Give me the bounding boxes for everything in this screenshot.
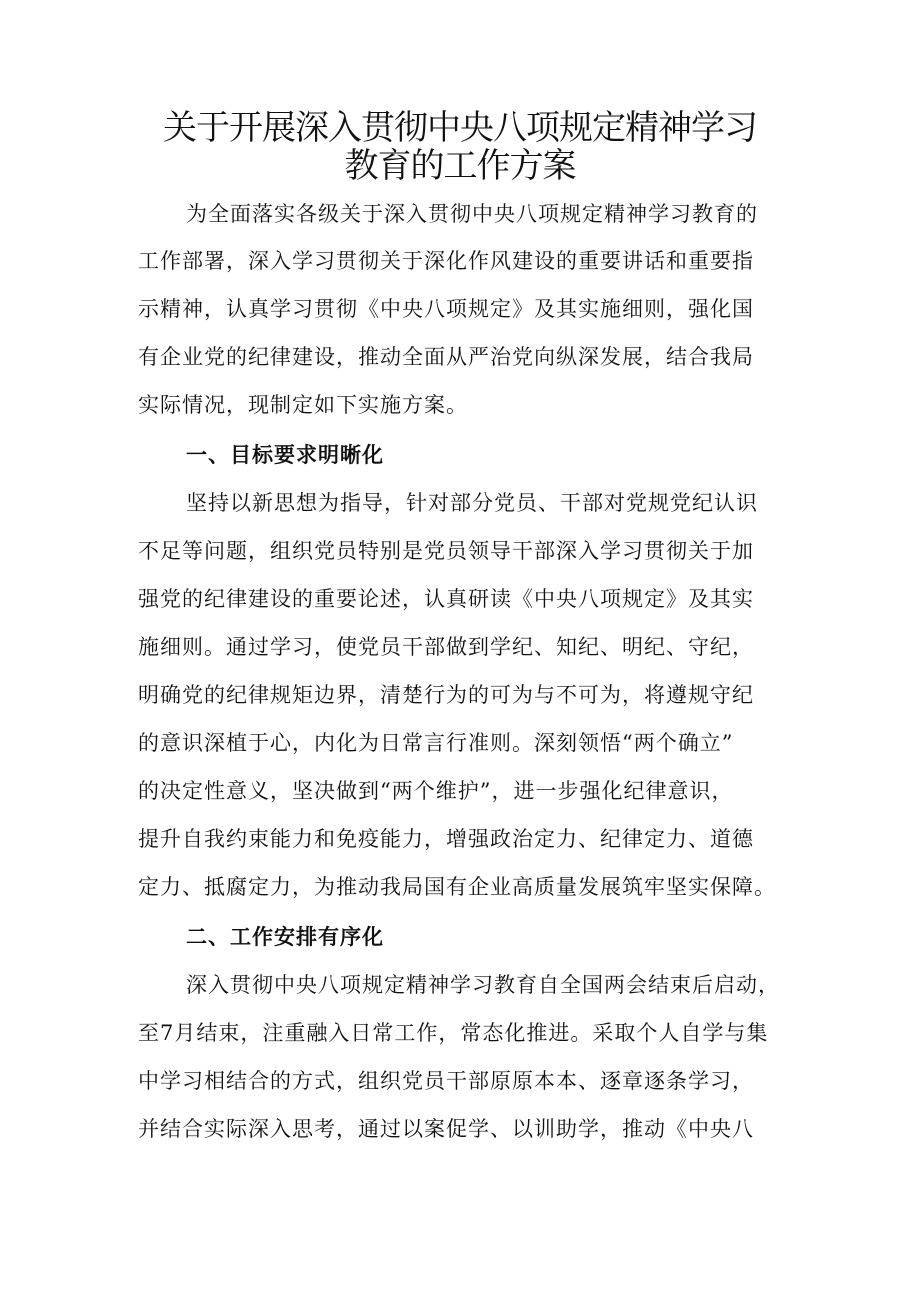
section-2-line: 中学习相结合的方式，组织党员干部原原本本、逐章逐条学习，: [138, 1069, 754, 1093]
intro-line: 为全面落实各级关于深入贯彻中央八项规定精神学习教育的: [186, 202, 758, 226]
section-1-line: 强党的纪律建设的重要论述，认真研读《中央八项规定》及其实: [138, 587, 754, 611]
section-2-line: 至7月结束，注重融入日常工作，常态化推进。采取个人自学与集: [138, 1021, 769, 1045]
section-1-line: 的意识深植于心，内化为日常言行准则。深刻领悟“两个确立”: [138, 731, 734, 755]
section-1-line: 坚持以新思想为指导，针对部分党员、干部对党规党纪认识: [186, 491, 758, 515]
section-2-line: 深入贯彻中央八项规定精神学习教育自全国两会结束后启动，: [186, 973, 780, 997]
document-title-line-1: 关于开展深入贯彻中央八项规定精神学习: [163, 108, 757, 148]
section-1-line: 不足等问题，组织党员特别是党员领导干部深入学习贯彻关于加: [138, 539, 754, 563]
intro-line: 示精神，认真学习贯彻《中央八项规定》及其实施细则，强化国: [138, 297, 754, 321]
section-2-line: 并结合实际深入思考，通过以案促学、以训助学，推动《中央八: [138, 1117, 754, 1141]
section-1-line: 定力、抵腐定力，为推动我局国有企业高质量发展筑牢坚实保障。: [138, 875, 776, 899]
document-title-line-2: 教育的工作方案: [344, 146, 576, 186]
section-1-heading: 一、目标要求明晰化: [186, 443, 384, 467]
section-1-line: 的决定性意义，坚决做到“两个维护”，进一步强化纪律意识，: [138, 779, 734, 803]
intro-line: 有企业党的纪律建设，推动全面从严治党向纵深发展，结合我局: [138, 345, 754, 369]
intro-line: 实际情况，现制定如下实施方案。: [138, 393, 468, 417]
intro-line: 工作部署，深入学习贯彻关于深化作风建设的重要讲话和重要指: [138, 249, 754, 273]
section-2-heading: 二、工作安排有序化: [186, 925, 384, 949]
section-1-line: 施细则。通过学习，使党员干部做到学纪、知纪、明纪、守纪，: [138, 635, 754, 659]
section-1-line: 明确党的纪律规矩边界，清楚行为的可为与不可为，将遵规守纪: [138, 683, 754, 707]
section-1-line: 提升自我约束能力和免疫能力，增强政治定力、纪律定力、道德: [138, 827, 754, 851]
